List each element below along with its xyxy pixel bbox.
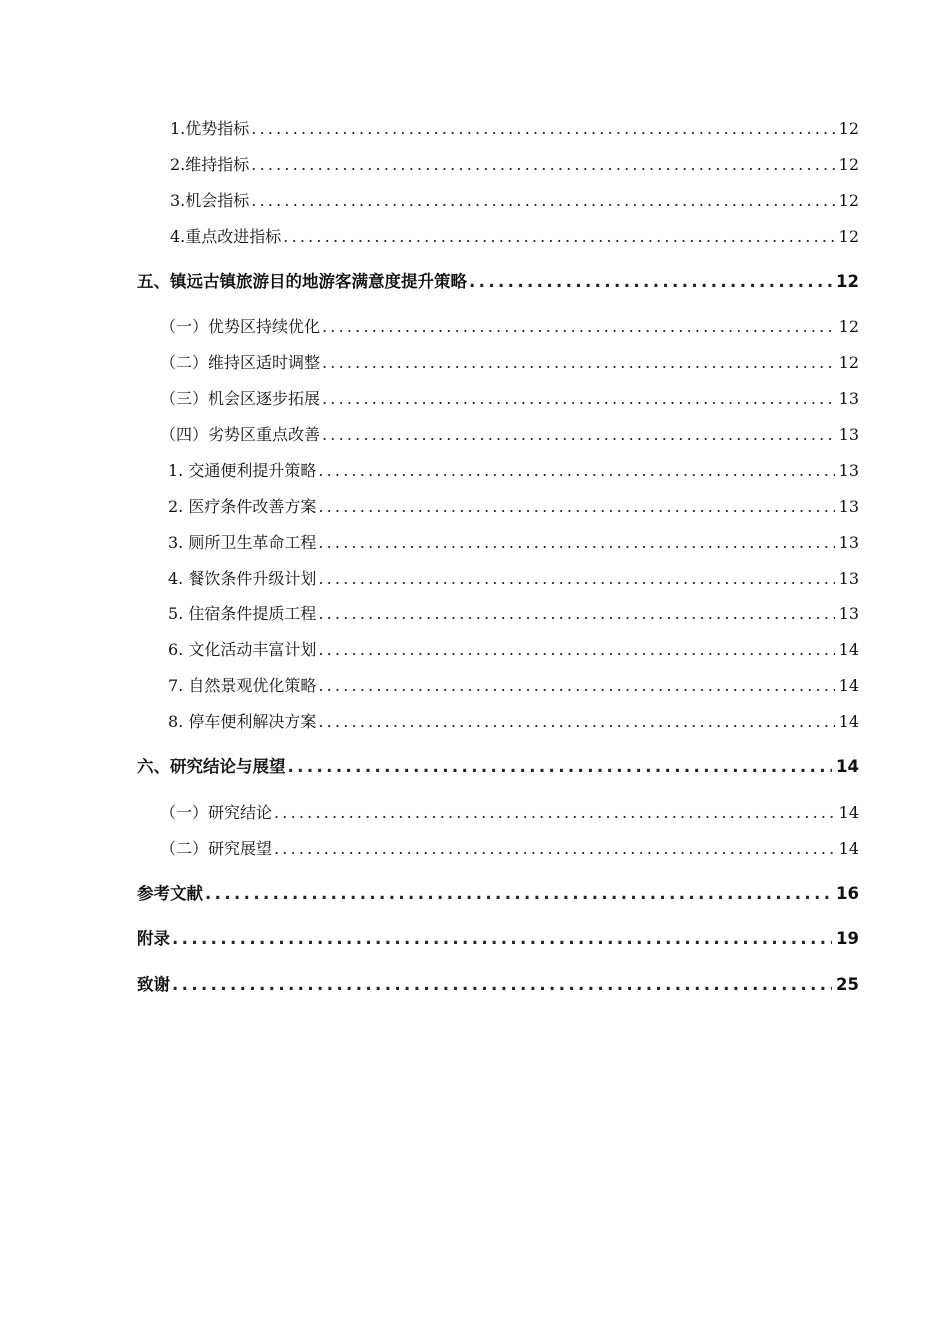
toc-entry-page: 13 (838, 533, 859, 552)
toc-entry-title: 4. 餐饮条件升级计划 (168, 569, 317, 588)
toc-chapter-entry[interactable] (137, 974, 859, 996)
toc-entry-page: 14 (838, 803, 859, 822)
toc-leader-dots (172, 974, 832, 996)
toc-entry-page: 12 (838, 155, 859, 174)
toc-entry[interactable] (168, 675, 859, 697)
toc-entry[interactable] (168, 711, 859, 733)
toc-entry-title: （二）研究展望 (160, 839, 273, 858)
toc-entry-title: 2. 医疗条件改善方案 (168, 497, 317, 516)
toc-entry-title: 五、镇远古镇旅游目的地游客满意度提升策略 (137, 272, 467, 291)
toc-leader-dots (322, 316, 835, 338)
toc-entry-title: 8. 停车便利解决方案 (168, 712, 317, 731)
toc-entry-title: 6. 文化活动丰富计划 (168, 640, 317, 659)
toc-entry-title: 附录 (137, 929, 170, 948)
toc-chapter-entry[interactable] (137, 271, 859, 293)
toc-entry-title: 7. 自然景观优化策略 (168, 676, 317, 695)
toc-leader-dots (322, 352, 835, 374)
toc-entry-title: （二）维持区适时调整 (160, 353, 321, 372)
toc-leader-dots (322, 388, 835, 410)
toc-leader-dots (288, 756, 833, 778)
toc-entry-page: 12 (838, 191, 859, 210)
toc-chapter-entry[interactable] (137, 883, 859, 905)
toc-section-entry[interactable] (160, 802, 859, 824)
toc-entry-page: 12 (838, 119, 859, 138)
toc-entry[interactable] (168, 496, 859, 518)
toc-chapter-entry[interactable] (137, 756, 859, 778)
toc-leader-dots (251, 190, 834, 212)
toc-entry-page: 14 (838, 712, 859, 731)
toc-entry-page: 25 (836, 975, 859, 994)
toc-entry-page: 14 (838, 676, 859, 695)
toc-leader-dots (318, 603, 834, 625)
toc-leader-dots (469, 271, 832, 293)
toc-leader-dots (318, 711, 834, 733)
toc-entry-page: 13 (838, 604, 859, 623)
toc-entry-title: 致谢 (137, 975, 170, 994)
toc-entry-title: 3.机会指标 (170, 191, 250, 210)
toc-leader-dots (274, 838, 835, 860)
toc-entry[interactable] (168, 568, 859, 590)
toc-entry[interactable] (170, 190, 859, 212)
toc-entry-page: 13 (838, 569, 859, 588)
toc-section-entry[interactable] (160, 838, 859, 860)
toc-entry-page: 19 (836, 929, 859, 948)
toc-leader-dots (318, 639, 834, 661)
toc-entry-page: 16 (836, 884, 859, 903)
toc-leader-dots (318, 568, 834, 590)
toc-entry-title: （一）优势区持续优化 (160, 317, 321, 336)
toc-entry-page: 14 (836, 757, 859, 776)
toc-entry-page: 12 (836, 272, 859, 291)
toc-entry-page: 12 (838, 317, 859, 336)
toc-leader-dots (251, 118, 834, 140)
toc-entry[interactable] (168, 639, 859, 661)
toc-leader-dots (318, 460, 834, 482)
toc-leader-dots (205, 883, 832, 905)
toc-entry-title: （三）机会区逐步拓展 (160, 389, 321, 408)
toc-entry-title: 4.重点改进指标 (170, 227, 282, 246)
toc-entry-page: 13 (838, 497, 859, 516)
toc-entry[interactable] (168, 460, 859, 482)
toc-entry-page: 14 (838, 640, 859, 659)
toc-entry-title: 六、研究结论与展望 (137, 757, 286, 776)
toc-leader-dots (274, 802, 835, 824)
toc-entry-page: 14 (838, 839, 859, 858)
toc-entry-title: （一）研究结论 (160, 803, 273, 822)
toc-leader-dots (318, 675, 834, 697)
toc-entry[interactable] (168, 532, 859, 554)
toc-section-entry[interactable] (160, 424, 859, 446)
toc-entry[interactable] (170, 118, 859, 140)
toc-entry[interactable] (168, 603, 859, 625)
toc-chapter-entry[interactable] (137, 928, 859, 950)
toc-entry-title: 参考文献 (137, 884, 203, 903)
toc-leader-dots (283, 226, 834, 248)
toc-entry-title: 5. 住宿条件提质工程 (168, 604, 317, 623)
toc-entry-page: 13 (838, 389, 859, 408)
toc-entry-title: （四）劣势区重点改善 (160, 425, 321, 444)
toc-entry[interactable] (170, 226, 859, 248)
toc-leader-dots (322, 424, 835, 446)
toc-section-entry[interactable] (160, 388, 859, 410)
toc-entry-page: 12 (838, 353, 859, 372)
toc-entry-title: 1.优势指标 (170, 119, 250, 138)
toc-leader-dots (251, 154, 834, 176)
toc-entry-title: 2.维持指标 (170, 155, 250, 174)
toc-section-entry[interactable] (160, 352, 859, 374)
toc-leader-dots (318, 532, 834, 554)
toc-entry-title: 1. 交通便利提升策略 (168, 461, 317, 480)
toc-entry-page: 13 (838, 425, 859, 444)
toc-leader-dots (172, 928, 832, 950)
toc-entry-page: 12 (838, 227, 859, 246)
toc-entry-title: 3. 厕所卫生革命工程 (168, 533, 317, 552)
toc-section-entry[interactable] (160, 316, 859, 338)
toc-entry[interactable] (170, 154, 859, 176)
toc-entry-page: 13 (838, 461, 859, 480)
toc-leader-dots (318, 496, 834, 518)
